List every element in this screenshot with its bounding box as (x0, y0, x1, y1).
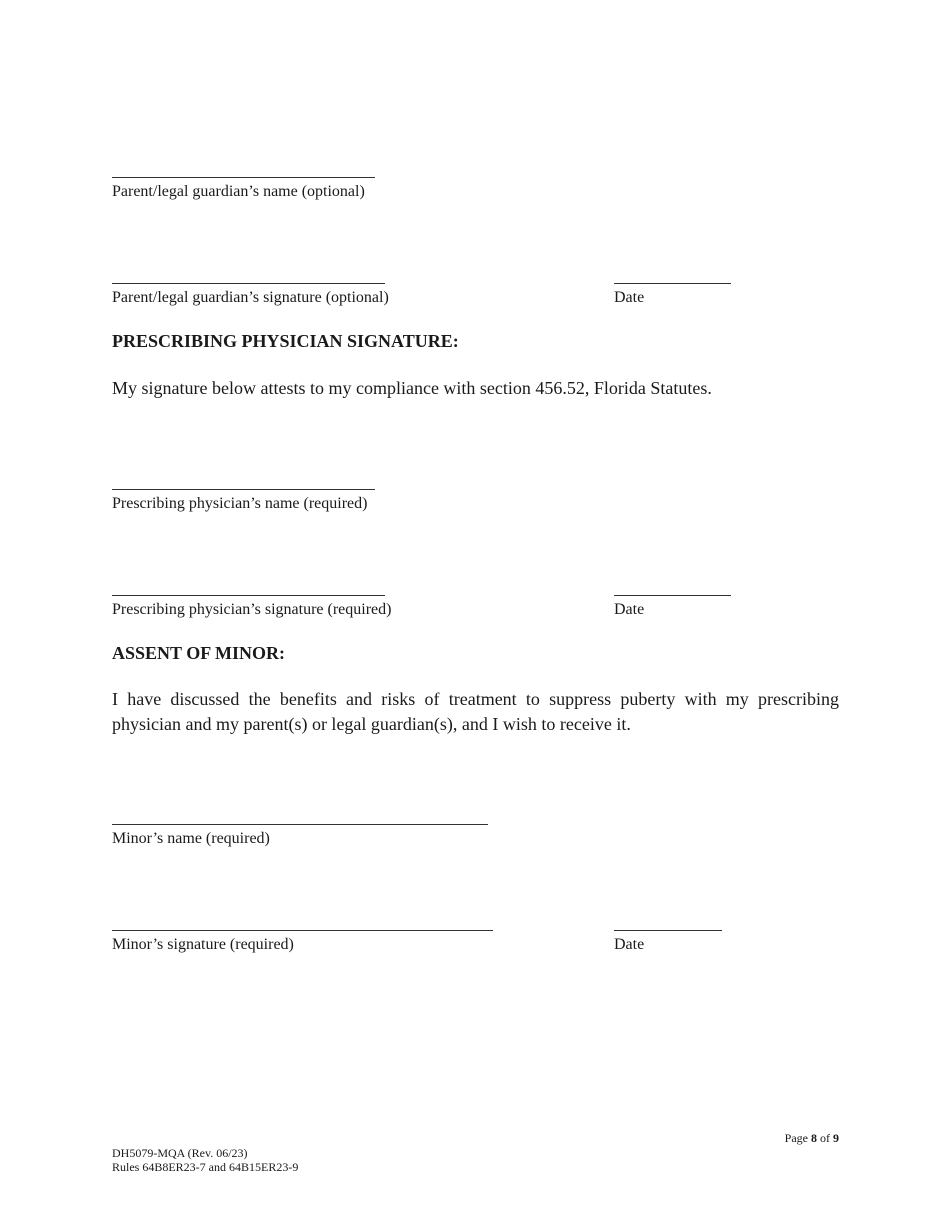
minor-heading: ASSENT OF MINOR: (112, 643, 286, 663)
physician-date-line[interactable] (614, 595, 731, 596)
physician-name-line[interactable] (112, 489, 375, 490)
minor-date-line[interactable] (614, 930, 722, 931)
rules-reference: Rules 64B8ER23-7 and 64B15ER23-9 (112, 1160, 299, 1174)
minor-name-line[interactable] (112, 824, 488, 825)
minor-signature-line[interactable] (112, 930, 493, 931)
minor-date-label: Date (614, 936, 645, 953)
physician-attestation: My signature below attests to my compliance with section 456.52, Florida Statutes. (112, 378, 712, 398)
parent-signature-line[interactable] (112, 283, 385, 284)
page-total: 9 (833, 1131, 839, 1145)
parent-date-line[interactable] (614, 283, 731, 284)
physician-signature-line[interactable] (112, 595, 385, 596)
physician-signature-label: Prescribing physician’s signature (required) (112, 601, 392, 618)
physician-heading: PRESCRIBING PHYSICIAN SIGNATURE: (112, 331, 459, 351)
physician-date-label: Date (614, 601, 645, 618)
parent-name-line[interactable] (112, 177, 375, 178)
physician-name-label: Prescribing physician’s name (required) (112, 495, 368, 512)
minor-name-label: Minor’s name (required) (112, 830, 270, 847)
minor-signature-label: Minor’s signature (required) (112, 936, 294, 953)
form-id: DH5079-MQA (Rev. 06/23) (112, 1146, 248, 1160)
page-prefix: Page (784, 1131, 808, 1145)
minor-statement: I have discussed the benefits and risks of treatment to suppress puberty with my prescribing physician and my parent(s) or legal guardian(s), and I wish to receive it. (112, 689, 839, 734)
page-number (785, 1131, 839, 1146)
parent-signature-label: Parent/legal guardian’s signature (optional) (112, 289, 389, 306)
parent-name-label: Parent/legal guardian’s name (optional) (112, 183, 365, 200)
parent-date-label: Date (614, 289, 645, 306)
page-of: of (820, 1131, 830, 1145)
page-current: 8 (811, 1131, 817, 1145)
